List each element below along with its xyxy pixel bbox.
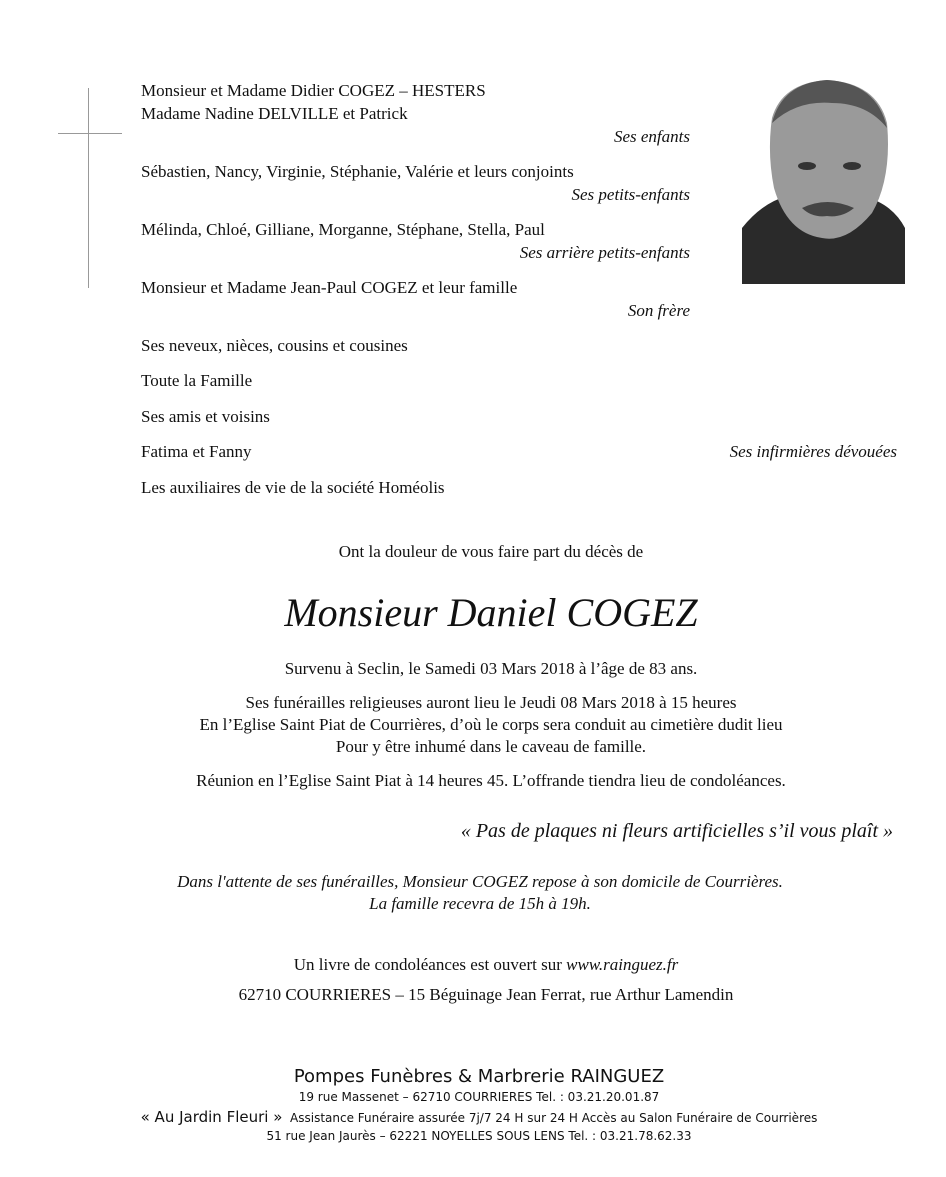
flowers-notice: « Pas de plaques ni fleurs artificielles s’il vous plaît » (460, 820, 893, 842)
condolence-link[interactable]: www.rainguez.fr (566, 955, 679, 974)
cross-vertical (88, 88, 89, 288)
great-grandchildren: Mélinda, Chloé, Gilliane, Morganne, Stéphane, Stella, Paul (141, 220, 545, 239)
intro: Ont la douleur de vous faire part du décès de (338, 542, 644, 561)
funeral-line: Ses funérailles religieuses auront lieu le Jeudi 08 Mars 2018 à 15 heures (245, 693, 737, 712)
funeral-line: En l’Eglise Saint Piat de Courrières, d’où le corps sera conduit au cimetière dudit lieu (199, 715, 783, 734)
brother: Monsieur et Madame Jean-Paul COGEZ et leur famille (141, 278, 518, 297)
grandchildren-label: Ses petits-enfants (571, 185, 690, 204)
company-address-2: 51 rue Jean Jaurès – 62221 NOYELLES SOUS LENS Tel. : 03.21.78.62.33 (266, 1129, 692, 1143)
relatives: Ses neveux, nièces, cousins et cousines (141, 336, 408, 355)
nurses-label: Ses infirmières dévouées (729, 442, 897, 461)
address: 62710 COURRIERES – 15 Béguinage Jean Ferrat, rue Arthur Lamendin (238, 985, 734, 1004)
children-line: Madame Nadine DELVILLE et Patrick (141, 104, 408, 123)
company-name: Pompes Funèbres & Marbrerie RAINGUEZ (293, 1066, 665, 1087)
relatives: Ses amis et voisins (141, 407, 270, 426)
deceased-name: Monsieur Daniel COGEZ (284, 590, 698, 635)
services: Assistance Funéraire assurée 7j/7 24 H sur 24 H Accès au Salon Funéraire de Courrières (290, 1111, 818, 1125)
rest-line: Dans l'attente de ses funérailles, Monsieur COGEZ repose à son domicile de Courrières. (177, 872, 783, 891)
brother-label: Son frère (627, 301, 690, 320)
cross-horizontal (58, 133, 122, 134)
nurses: Fatima et Fanny (141, 442, 252, 461)
children-line: Monsieur et Madame Didier COGEZ – HESTERS (141, 81, 486, 100)
funeral-line: Pour y être inhumé dans le caveau de famille. (335, 737, 647, 756)
portrait-photo (742, 78, 905, 284)
jardin-fleuri: « Au Jardin Fleuri » (140, 1108, 283, 1126)
company-address-1: 19 rue Massenet – 62710 COURRIERES Tel. : 03.21.20.01.87 (298, 1090, 660, 1104)
rest-line: La famille recevra de 15h à 19h. (369, 894, 591, 913)
grandchildren: Sébastien, Nancy, Virginie, Stéphanie, Valérie et leurs conjoints (141, 162, 574, 181)
services-line (0, 1109, 946, 1126)
condolence-text: Un livre de condoléances est ouvert sur (293, 955, 567, 974)
great-grandchildren-label: Ses arrière petits-enfants (519, 243, 690, 262)
meeting: Réunion en l’Eglise Saint Piat à 14 heures 45. L’offrande tiendra lieu de condoléances. (196, 771, 786, 790)
auxiliaries: Les auxiliaires de vie de la société Homéolis (141, 478, 445, 497)
children-label: Ses enfants (613, 127, 690, 146)
condolence-line (0, 955, 946, 975)
death-info: Survenu à Seclin, le Samedi 03 Mars 2018 à l’âge de 83 ans. (284, 659, 698, 678)
relatives: Toute la Famille (141, 371, 253, 390)
